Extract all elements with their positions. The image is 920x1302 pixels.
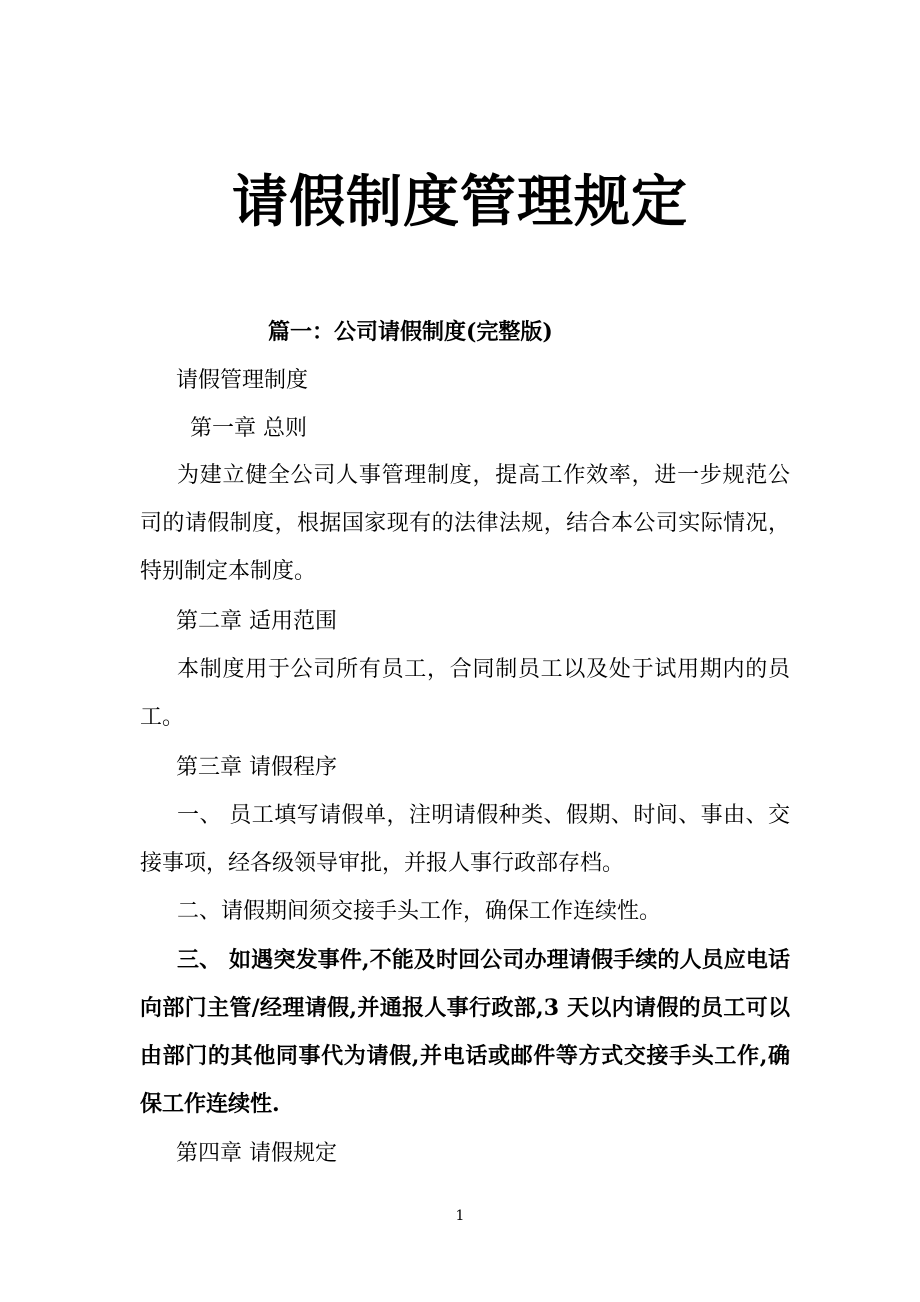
- page-number: 1: [455, 1208, 465, 1224]
- chapter-1-paragraph: 为建立健全公司人事管理制度，提高工作效率，进一步规范公司的请假制度，根据国家现有的法律法规，结合本公司实际情况，特别制定本制度。: [140, 463, 790, 584]
- policy-title: 请假管理制度: [176, 368, 309, 393]
- procedure-item-1: 一、 员工填写请假单，注明请假种类、假期、时间、事由、交接事项，经各级领导审批，并报人事行政部存档。: [140, 803, 790, 876]
- procedure-item-3: 三、 如遇突发事件,不能及时回公司办理请假手续的人员应电话向部门主管/经理请假,并通报人事行政部,3 天以内请假的员工可以由部门的其他同事代为请假,并电话或邮件等方式交接手头工作,确保工作连续性.: [140, 947, 790, 1117]
- document-subtitle: 篇一：公司请假制度(完整版): [268, 319, 553, 345]
- chapter-2-heading: 第二章 适用范围: [176, 609, 337, 634]
- document-title: 请假制度管理规定: [232, 169, 688, 235]
- chapter-1-heading: 第一章 总则: [190, 416, 307, 441]
- chapter-4-heading: 第四章 请假规定: [176, 1141, 337, 1166]
- procedure-item-2: 二、请假期间须交接手头工作，确保工作连续性。: [177, 899, 662, 924]
- chapter-3-heading: 第三章 请假程序: [176, 755, 337, 780]
- chapter-2-paragraph: 本制度用于公司所有员工，合同制员工以及处于试用期内的员工。: [140, 657, 790, 730]
